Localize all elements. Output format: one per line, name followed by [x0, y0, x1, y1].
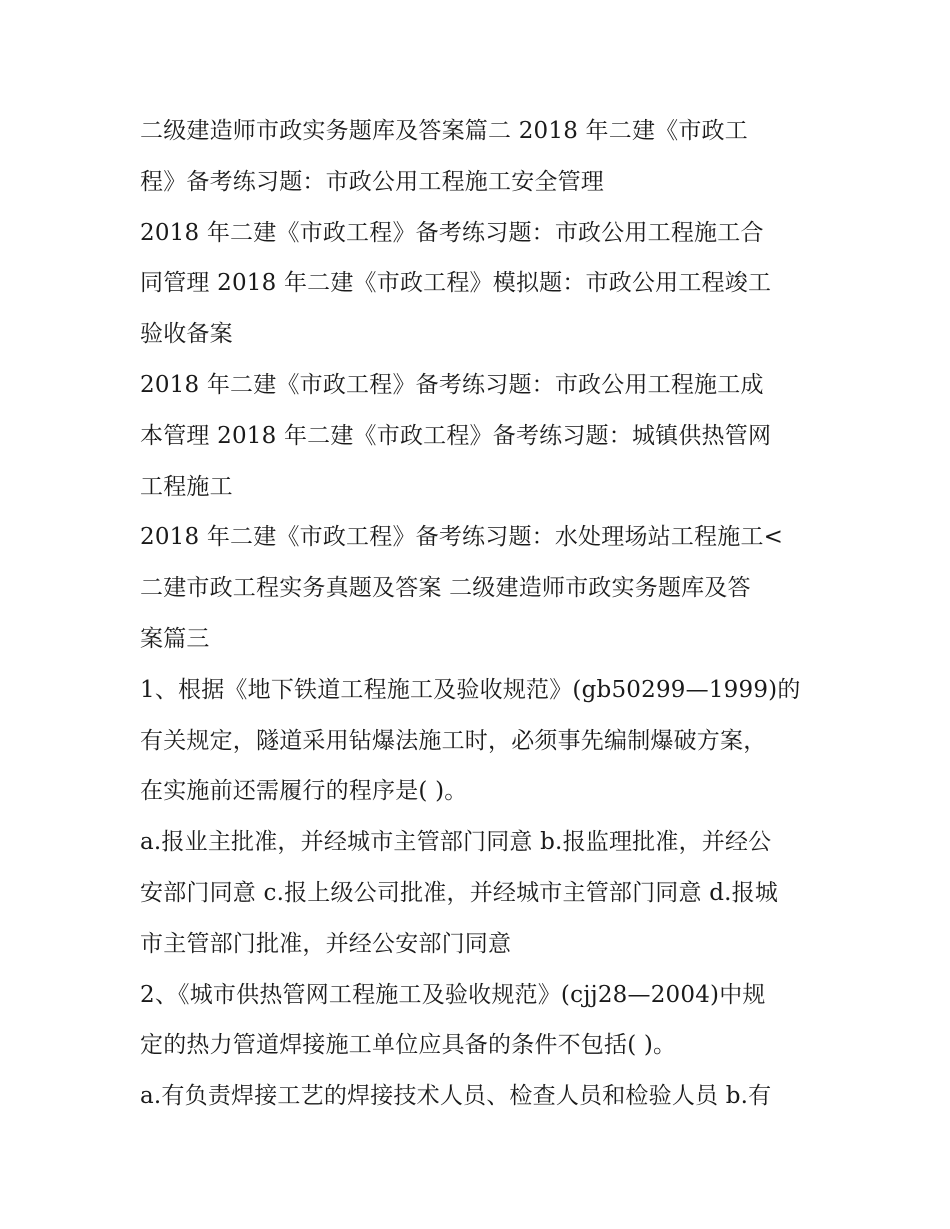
- question-1-stem: 1、根据《地下铁道工程施工及验收规范》(gb50299—1999)的: [140, 676, 801, 703]
- text-line: 有关规定，隧道采用钻爆法施工时，必须事先编制爆破方案，: [140, 727, 767, 754]
- text-line: 2018 年二建《市政工程》备考练习题：市政公用工程施工成: [140, 371, 764, 398]
- text-line: 2018 年二建《市政工程》备考练习题：市政公用工程施工合: [140, 219, 764, 246]
- text-line: 市主管部门批准，并经公安部门同意: [140, 930, 512, 957]
- document-body: [140, 106, 820, 1122]
- text-line: 在实施前还需履行的程序是( )。: [140, 778, 468, 805]
- question-2-stem: 2、《城市供热管网工程施工及验收规范》(cjj28—2004)中规: [140, 981, 766, 1008]
- text-line: 验收备案: [140, 321, 233, 348]
- text-line: 程》备考练习题：市政公用工程施工安全管理: [140, 168, 604, 195]
- text-line: 定的热力管道焊接施工单位应具备的条件不包括( )。: [140, 1032, 677, 1059]
- text-line: 同管理 2018 年二建《市政工程》模拟题：市政公用工程竣工: [140, 270, 772, 297]
- text-line: 案篇三: [140, 625, 210, 652]
- question-1-options: a.报业主批准，并经城市主管部门同意 b.报监理批准，并经公: [140, 829, 772, 856]
- text-line: 工程施工: [140, 473, 233, 500]
- text-line: 本管理 2018 年二建《市政工程》备考练习题：城镇供热管网: [140, 422, 772, 449]
- text-line: 二级建造师市政实务题库及答案篇二 2018 年二建《市政工: [140, 118, 748, 144]
- text-line: 2018 年二建《市政工程》备考练习题：水处理场站工程施工<: [140, 524, 784, 551]
- question-2-options: a.有负责焊接工艺的焊接技术人员、检查人员和检验人员 b.有: [140, 1083, 772, 1110]
- text-line: 安部门同意 c.报上级公司批准，并经城市主管部门同意 d.报城: [140, 879, 779, 906]
- text-line: 二建市政工程实务真题及答案 二级建造师市政实务题库及答: [140, 575, 751, 602]
